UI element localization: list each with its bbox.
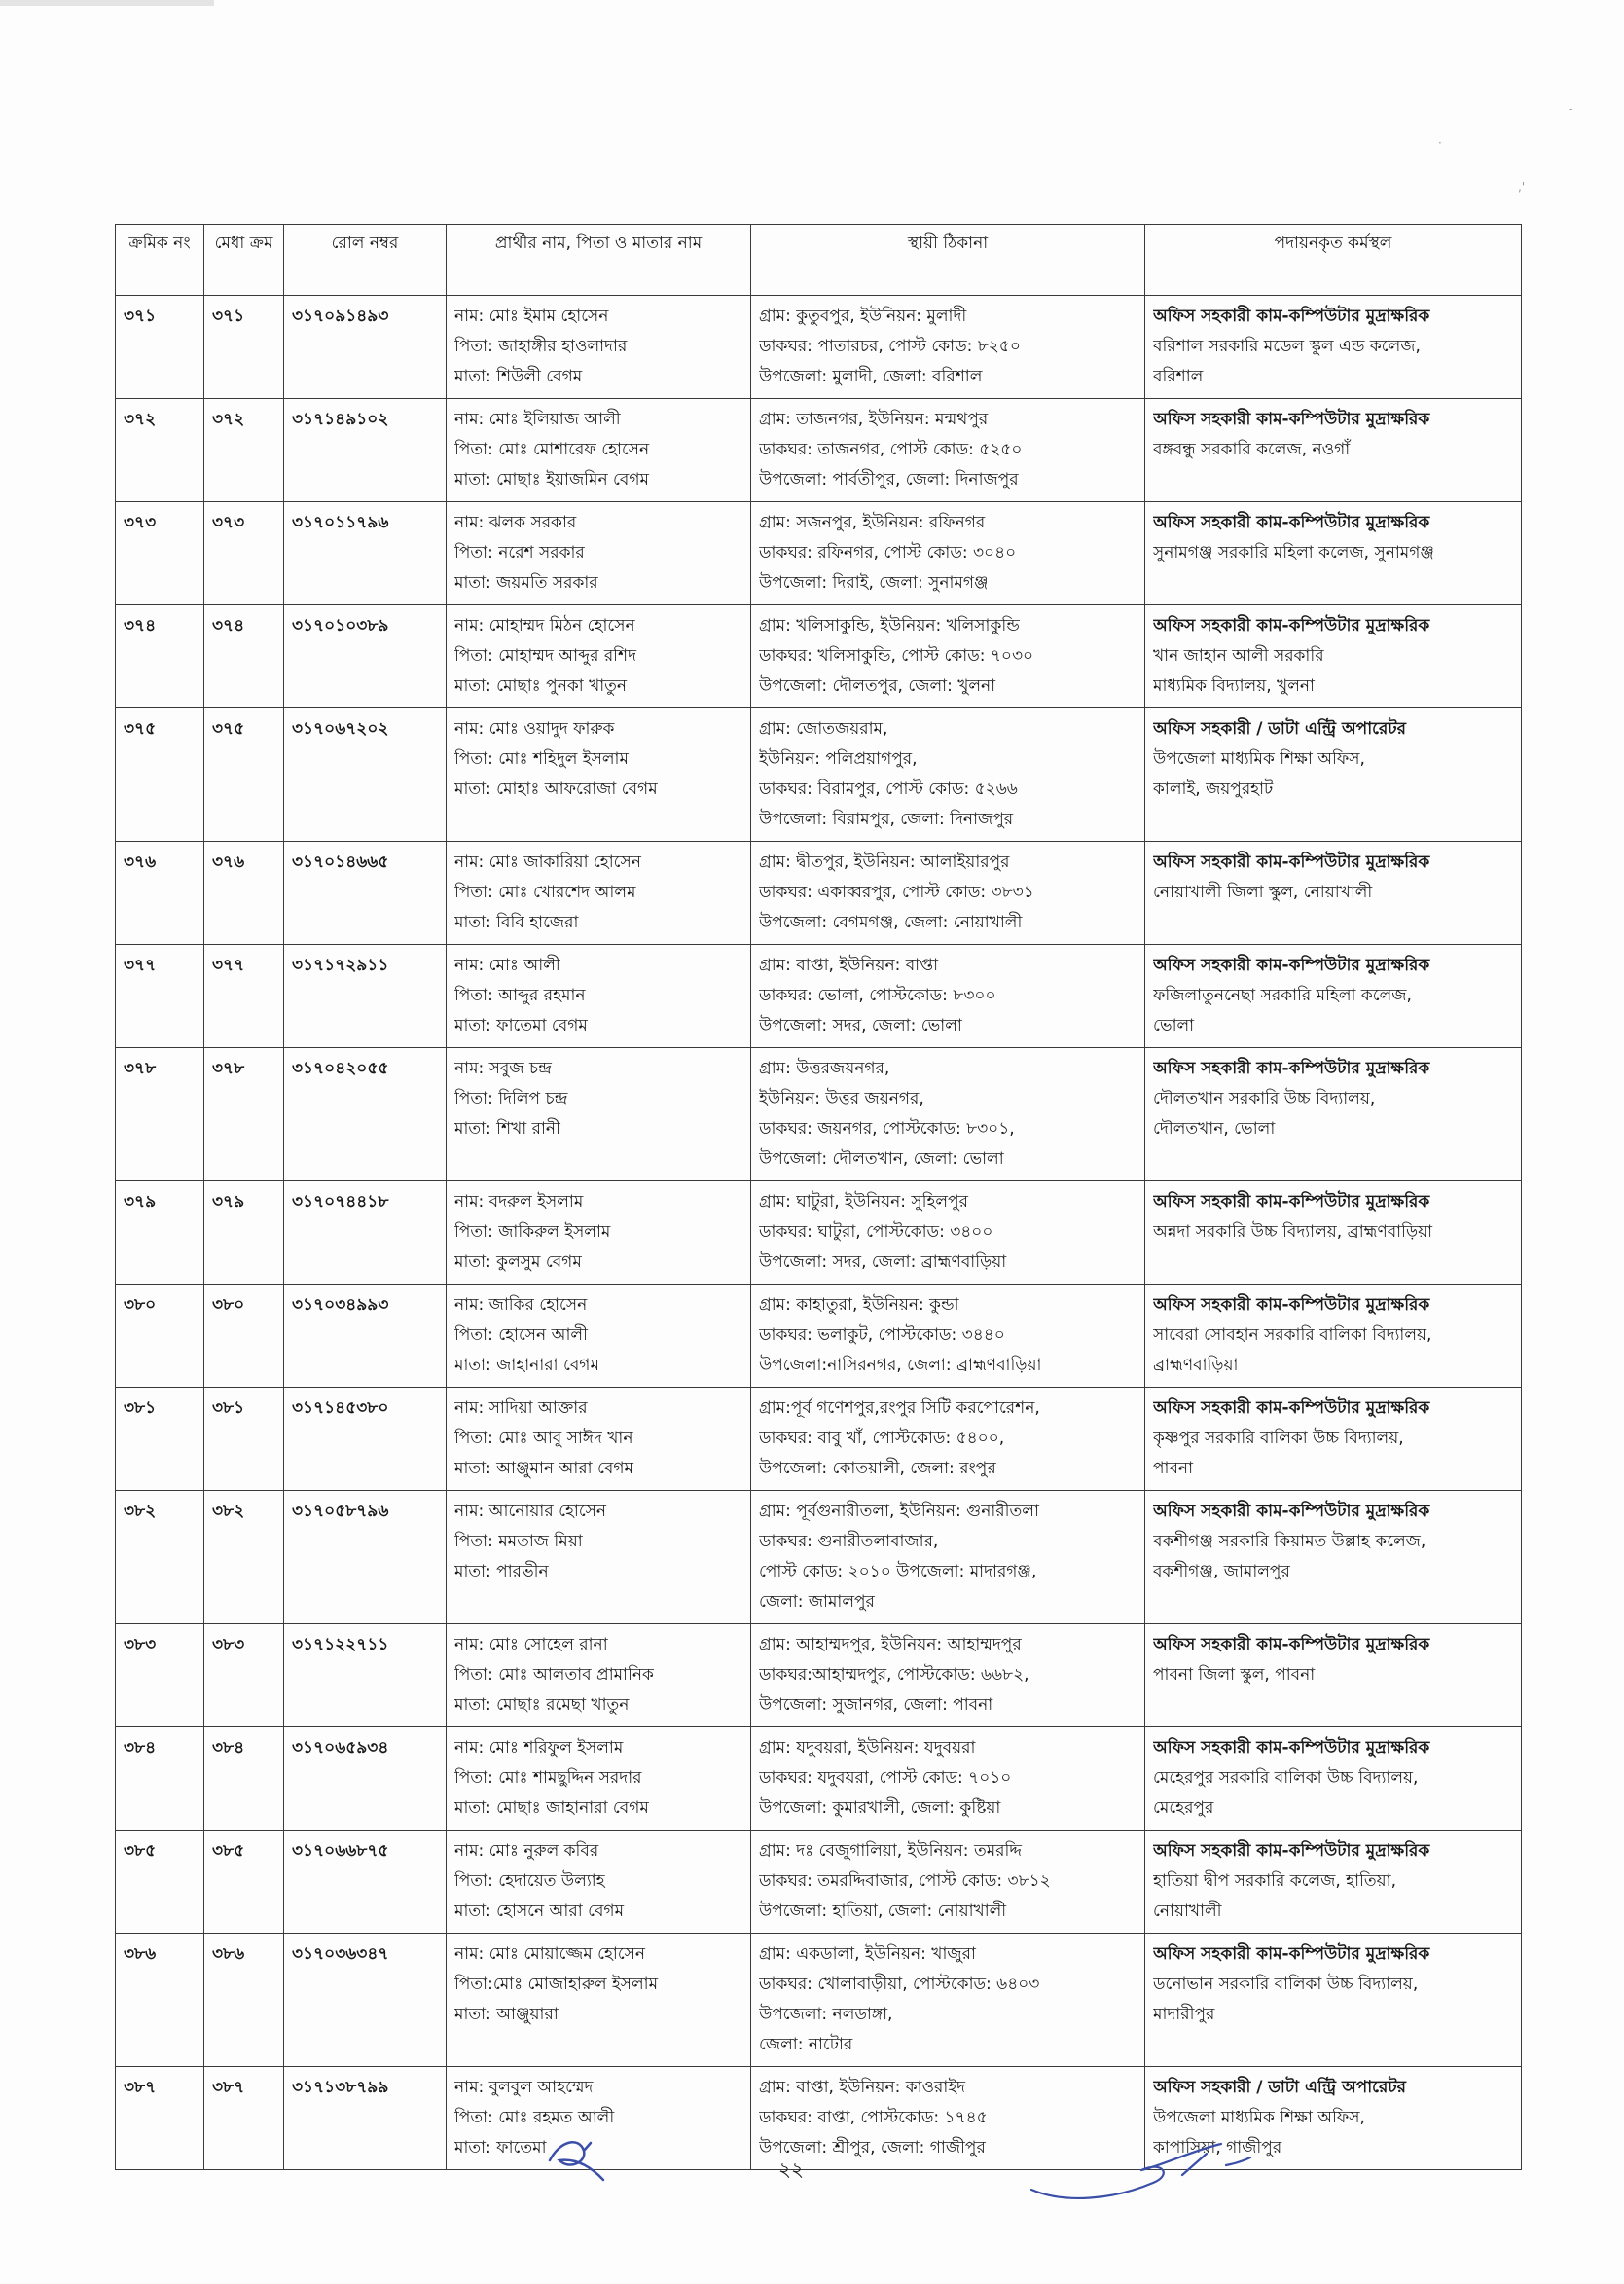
- scan-speck: ·: [1438, 136, 1442, 150]
- header-serial: ক্রমিক নং: [116, 225, 204, 296]
- posting-cell: [1145, 1048, 1522, 1181]
- candidate-name-cell: [447, 1934, 751, 2067]
- mother-name: মাতা: মোছাঃ রমেছা খাতুন: [454, 1695, 630, 1715]
- serial-cell: ৩৮৪: [116, 1727, 204, 1831]
- candidate-name-cell: [447, 708, 751, 842]
- candidate-name: নাম: মোহাম্মদ মিঠন হোসেন: [454, 616, 635, 635]
- signature-left-icon: [530, 2131, 637, 2190]
- address-line: উপজেলা: শ্রীপুর, জেলা: গাজীপুর: [759, 2138, 986, 2157]
- candidate-table: [115, 224, 1522, 2170]
- signature-right-icon: [1027, 2136, 1280, 2209]
- posting-place-line: কৃষ্ণপুর সরকারি বালিকা উচ্চ বিদ্যালয়,: [1153, 1429, 1404, 1448]
- merit-cell: ৩৮৪: [204, 1727, 284, 1831]
- posting-place-line: বঙ্গবন্ধু সরকারি কলেজ, নওগাঁ: [1153, 440, 1351, 459]
- father-name: পিতা: দিলিপ চন্দ্র: [454, 1089, 568, 1108]
- address-line: গ্রাম: আহাম্মদপুর, ইউনিয়ন: আহাম্মদপুর: [759, 1635, 1022, 1654]
- table-row: [116, 1181, 1522, 1285]
- mother-name: মাতা: জাহানারা বেগম: [454, 1356, 599, 1375]
- address-line: ডাকঘর: ভোলা, পোস্টকোড: ৮৩০০: [759, 986, 996, 1005]
- serial-cell: ৩৭৩: [116, 502, 204, 605]
- posting-cell: [1145, 842, 1522, 945]
- serial-cell: ৩৮৭: [116, 2067, 204, 2170]
- address-line: ডাকঘর: গুনারীতলাবাজার,: [759, 1532, 939, 1551]
- post-title: অফিস সহকারী / ডাটা এন্ট্রি অপারেটর: [1153, 2078, 1406, 2097]
- mother-name: মাতা: শিউলী বেগম: [454, 367, 583, 386]
- address-line: জেলা: জামালপুর: [759, 1592, 875, 1612]
- father-name: পিতা: জাকিরুল ইসলাম: [454, 1222, 611, 1242]
- posting-cell: [1145, 1285, 1522, 1388]
- table-row: [116, 1831, 1522, 1934]
- mother-name: মাতা: মোছাঃ ইয়াজমিন বেগম: [454, 470, 649, 489]
- father-name: পিতা: মোঃ শহিদুল ইসলাম: [454, 749, 629, 769]
- merit-cell: ৩৮০: [204, 1285, 284, 1388]
- mother-name: মাতা: মোছাঃ জাহানারা বেগম: [454, 1798, 649, 1818]
- table-row: [116, 296, 1522, 399]
- serial-cell: ৩৭৯: [116, 1181, 204, 1285]
- mother-name: মাতা: মোছাঃ পুনকা খাতুন: [454, 676, 628, 696]
- permanent-address-cell: [751, 1727, 1145, 1831]
- mother-name: মাতা: আঞ্জুয়ারা: [454, 2005, 559, 2024]
- posting-cell: [1145, 945, 1522, 1048]
- table-row: [116, 2067, 1522, 2170]
- roll-number-cell: ৩১৭০৭৪৪১৮: [284, 1181, 447, 1285]
- candidate-name-cell: [447, 1831, 751, 1934]
- posting-place-line: নোয়াখালী জিলা স্কুল, নোয়াখালী: [1153, 883, 1373, 902]
- table-row: [116, 399, 1522, 502]
- posting-place-line: কাপাসিয়া, গাজীপুর: [1153, 2138, 1282, 2157]
- permanent-address-cell: [751, 502, 1145, 605]
- posting-place-line: অন্নদা সরকারি উচ্চ বিদ্যালয়, ব্রাহ্মণবাড়িয়া: [1153, 1222, 1433, 1242]
- permanent-address-cell: [751, 1388, 1145, 1491]
- merit-cell: ৩৭৭: [204, 945, 284, 1048]
- address-line: গ্রাম: দঃ বেজুগালিয়া, ইউনিয়ন: তমরদ্দি: [759, 1841, 1022, 1861]
- post-title: অফিস সহকারী কাম-কম্পিউটার মুদ্রাক্ষরিক: [1153, 616, 1430, 635]
- post-title: অফিস সহকারী কাম-কম্পিউটার মুদ্রাক্ষরিক: [1153, 1944, 1430, 1964]
- posting-place-line: বকশীগঞ্জ সরকারি কিয়ামত উল্লাহ কলেজ,: [1153, 1532, 1426, 1551]
- roll-number-cell: ৩১৭০৩৬৩৪৭: [284, 1934, 447, 2067]
- mother-name: মাতা: হোসনে আরা বেগম: [454, 1902, 625, 1921]
- permanent-address-cell: [751, 842, 1145, 945]
- merit-cell: ৩৮২: [204, 1491, 284, 1624]
- address-line: গ্রাম: উত্তরজয়নগর,: [759, 1059, 890, 1078]
- candidate-name: নাম: আনোয়ার হোসেন: [454, 1502, 607, 1521]
- post-title: অফিস সহকারী কাম-কম্পিউটার মুদ্রাক্ষরিক: [1153, 956, 1430, 975]
- mother-name: মাতা: আঞ্জুমান আরা বেগম: [454, 1459, 633, 1478]
- posting-cell: [1145, 296, 1522, 399]
- mother-name: মাতা: মোহাঃ আফরোজা বেগম: [454, 779, 658, 799]
- posting-place-line: বকশীগঞ্জ, জামালপুর: [1153, 1562, 1290, 1581]
- permanent-address-cell: [751, 708, 1145, 842]
- posting-place-line: মেহেরপুর: [1153, 1798, 1214, 1818]
- merit-cell: ৩৭৬: [204, 842, 284, 945]
- scan-speck: -: [1569, 102, 1573, 116]
- header-merit: মেধা ক্রম: [204, 225, 284, 296]
- posting-cell: [1145, 708, 1522, 842]
- roll-number-cell: ৩১৭০১৪৬৬৫: [284, 842, 447, 945]
- posting-cell: [1145, 605, 1522, 708]
- table-row: [116, 1048, 1522, 1181]
- address-line: গ্রাম: কুতুবপুর, ইউনিয়ন: মুলাদী: [759, 307, 967, 326]
- address-line: গ্রাম: বাপ্তা, ইউনিয়ন: বাপ্তা: [759, 956, 939, 975]
- roll-number-cell: ৩১৭১৪৫৩৮০: [284, 1388, 447, 1491]
- serial-cell: ৩৭১: [116, 296, 204, 399]
- post-title: অফিস সহকারী কাম-কম্পিউটার মুদ্রাক্ষরিক: [1153, 1192, 1430, 1212]
- posting-place-line: ফজিলাতুননেছা সরকারি মহিলা কলেজ,: [1153, 986, 1412, 1005]
- page-number: ২২: [778, 2157, 805, 2181]
- address-line: পোস্ট কোড: ২০১০ উপজেলা: মাদারগঞ্জ,: [759, 1562, 1037, 1581]
- serial-cell: ৩৭২: [116, 399, 204, 502]
- serial-cell: ৩৭৮: [116, 1048, 204, 1181]
- candidate-name-cell: [447, 605, 751, 708]
- permanent-address-cell: [751, 605, 1145, 708]
- candidate-name-cell: [447, 502, 751, 605]
- table-row: [116, 945, 1522, 1048]
- address-line: গ্রাম:পূর্ব গণেশপুর,রংপুর সিটি করপোরেশন,: [759, 1398, 1040, 1418]
- father-name: পিতা: জাহাঙ্গীর হাওলাদার: [454, 337, 628, 356]
- serial-cell: ৩৮১: [116, 1388, 204, 1491]
- table-row: [116, 1934, 1522, 2067]
- mother-name: মাতা: কুলসুম বেগম: [454, 1252, 582, 1272]
- posting-place-line: পাবনা: [1153, 1459, 1194, 1478]
- table-row: [116, 605, 1522, 708]
- father-name: পিতা: মোঃ খোরশেদ আলম: [454, 883, 636, 902]
- table-row: [116, 1727, 1522, 1831]
- father-name: পিতা: মোঃ আবু সাঈদ খান: [454, 1429, 633, 1448]
- address-line: গ্রাম: জোতজয়রাম,: [759, 719, 888, 739]
- candidate-name-cell: [447, 1727, 751, 1831]
- table-row: [116, 1491, 1522, 1624]
- mother-name: মাতা: ফাতেমা বেগম: [454, 1016, 588, 1035]
- post-title: অফিস সহকারী কাম-কম্পিউটার মুদ্রাক্ষরিক: [1153, 1635, 1430, 1654]
- posting-place-line: বরিশাল সরকারি মডেল স্কুল এন্ড কলেজ,: [1153, 337, 1421, 356]
- candidate-name: নাম: মোঃ ইলিয়াজ আলী: [454, 410, 621, 429]
- candidate-name: নাম: সবুজ চন্দ্র: [454, 1059, 552, 1078]
- posting-place-line: সাবেরা সোবহান সরকারি বালিকা বিদ্যালয়,: [1153, 1325, 1432, 1345]
- serial-cell: ৩৭৭: [116, 945, 204, 1048]
- address-line: ডাকঘর: বিরামপুর, পোস্ট কোড: ৫২৬৬: [759, 779, 1018, 799]
- merit-cell: ৩৭৮: [204, 1048, 284, 1181]
- address-line: ডাকঘর: রফিনগর, পোস্ট কোড: ৩০৪০: [759, 543, 1017, 562]
- mother-name: মাতা: জয়মতি সরকার: [454, 573, 598, 593]
- roll-number-cell: ৩১৭০১১৭৯৬: [284, 502, 447, 605]
- posting-place-line: মাধ্যমিক বিদ্যালয়, খুলনা: [1153, 676, 1315, 696]
- serial-cell: ৩৭৫: [116, 708, 204, 842]
- roll-number-cell: ৩১৭০৬৫৯৩৪: [284, 1727, 447, 1831]
- roll-number-cell: ৩১৭১৭২৯১১: [284, 945, 447, 1048]
- candidate-name: নাম: বুলবুল আহম্মেদ: [454, 2078, 594, 2097]
- posting-place-line: দৌলতখান সরকারি উচ্চ বিদ্যালয়,: [1153, 1089, 1376, 1108]
- father-name: পিতা: মোঃ আলতাব প্রামানিক: [454, 1665, 654, 1685]
- scan-edge-mark: [0, 0, 214, 6]
- merit-cell: ৩৮৩: [204, 1624, 284, 1727]
- post-title: অফিস সহকারী কাম-কম্পিউটার মুদ্রাক্ষরিক: [1153, 410, 1430, 429]
- address-line: উপজেলা: হাতিয়া, জেলা: নোয়াখালী: [759, 1902, 1007, 1921]
- address-line: উপজেলা: দৌলতখান, জেলা: ভোলা: [759, 1149, 1004, 1169]
- address-line: গ্রাম: তাজনগর, ইউনিয়ন: মন্মথপুর: [759, 410, 989, 429]
- post-title: অফিস সহকারী কাম-কম্পিউটার মুদ্রাক্ষরিক: [1153, 1841, 1430, 1861]
- address-line: উপজেলা:নাসিরনগর, জেলা: ব্রাহ্মণবাড়িয়া: [759, 1356, 1042, 1375]
- post-title: অফিস সহকারী কাম-কম্পিউটার মুদ্রাক্ষরিক: [1153, 1398, 1430, 1418]
- address-line: উপজেলা: কোতয়ালী, জেলা: রংপুর: [759, 1459, 996, 1478]
- address-line: ডাকঘর: বাবু খাঁ, পোস্টকোড: ৫৪০০,: [759, 1429, 1005, 1448]
- post-title: অফিস সহকারী / ডাটা এন্ট্রি অপারেটর: [1153, 719, 1406, 739]
- address-line: গ্রাম: খলিসাকুন্ডি, ইউনিয়ন: খলিসাকুন্ডি: [759, 616, 1020, 635]
- father-name: পিতা: মোঃ রহমত আলী: [454, 2108, 615, 2127]
- posting-place-line: ডনোভান সরকারি বালিকা উচ্চ বিদ্যালয়,: [1153, 1975, 1419, 1994]
- posting-cell: [1145, 399, 1522, 502]
- posting-place-line: দৌলতখান, ভোলা: [1153, 1119, 1276, 1139]
- header-name: প্রার্থীর নাম, পিতা ও মাতার নাম: [447, 225, 751, 296]
- posting-place-line: উপজেলা মাধ্যমিক শিক্ষা অফিস,: [1153, 2108, 1365, 2127]
- roll-number-cell: ৩১৭০৩৪৯৯৩: [284, 1285, 447, 1388]
- permanent-address-cell: [751, 1181, 1145, 1285]
- post-title: অফিস সহকারী কাম-কম্পিউটার মুদ্রাক্ষরিক: [1153, 852, 1430, 872]
- merit-cell: ৩৭৩: [204, 502, 284, 605]
- serial-cell: ৩৮৫: [116, 1831, 204, 1934]
- permanent-address-cell: [751, 1934, 1145, 2067]
- posting-cell: [1145, 1831, 1522, 1934]
- merit-cell: ৩৮৭: [204, 2067, 284, 2170]
- address-line: উপজেলা: বেগমগঞ্জ, জেলা: নোয়াখালী: [759, 913, 1023, 932]
- posting-cell: [1145, 1491, 1522, 1624]
- address-line: ডাকঘর: খোলাবাড়ীয়া, পোস্টকোড: ৬৪০৩: [759, 1975, 1040, 1994]
- posting-place-line: মাদারীপুর: [1153, 2005, 1215, 2024]
- header-roll: রোল নম্বর: [284, 225, 447, 296]
- serial-cell: ৩৮৩: [116, 1624, 204, 1727]
- mother-name: মাতা: বিবি হাজেরা: [454, 913, 579, 932]
- posting-place-line: নোয়াখালী: [1153, 1902, 1222, 1921]
- candidate-name-cell: [447, 296, 751, 399]
- posting-place-line: পাবনা জিলা স্কুল, পাবনা: [1153, 1665, 1316, 1685]
- permanent-address-cell: [751, 1624, 1145, 1727]
- posting-cell: [1145, 502, 1522, 605]
- serial-cell: ৩৮০: [116, 1285, 204, 1388]
- posting-place-line: মেহেরপুর সরকারি বালিকা উচ্চ বিদ্যালয়,: [1153, 1768, 1419, 1788]
- address-line: উপজেলা: মুলাদী, জেলা: বরিশাল: [759, 367, 983, 386]
- permanent-address-cell: [751, 1491, 1145, 1624]
- merit-cell: ৩৭৫: [204, 708, 284, 842]
- table-header-row: [116, 225, 1522, 296]
- merit-cell: ৩৭৯: [204, 1181, 284, 1285]
- address-line: উপজেলা: সুজানগর, জেলা: পাবনা: [759, 1695, 993, 1715]
- father-name: পিতা: মোঃ মোশারেফ হোসেন: [454, 440, 650, 459]
- candidate-name: নাম: মোঃ জাকারিয়া হোসেন: [454, 852, 641, 872]
- candidate-name-cell: [447, 399, 751, 502]
- address-line: ডাকঘর: পাতারচর, পোস্ট কোড: ৮২৫০: [759, 337, 1021, 356]
- candidate-name: নাম: বদরুল ইসলাম: [454, 1192, 584, 1212]
- address-line: উপজেলা: দৌলতপুর, জেলা: খুলনা: [759, 676, 996, 696]
- permanent-address-cell: [751, 1831, 1145, 1934]
- posting-cell: [1145, 1388, 1522, 1491]
- roll-number-cell: ৩১৭০১০৩৮৯: [284, 605, 447, 708]
- candidate-name-cell: [447, 842, 751, 945]
- address-line: ডাকঘর: যদুবয়রা, পোস্ট কোড: ৭০১০: [759, 1768, 1012, 1788]
- address-line: উপজেলা: সদর, জেলা: ভোলা: [759, 1016, 962, 1035]
- candidate-name: নাম: সাদিয়া আক্তার: [454, 1398, 588, 1418]
- address-line: ডাকঘর: বাপ্তা, পোস্টকোড: ১৭৪৫: [759, 2108, 988, 2127]
- candidate-name: নাম: মোঃ নুরুল কবির: [454, 1841, 599, 1861]
- posting-place-line: বরিশাল: [1153, 367, 1204, 386]
- merit-cell: ৩৮১: [204, 1388, 284, 1491]
- table-row: [116, 708, 1522, 842]
- post-title: অফিস সহকারী কাম-কম্পিউটার মুদ্রাক্ষরিক: [1153, 1738, 1430, 1758]
- table-row: [116, 1285, 1522, 1388]
- father-name: পিতা: নরেশ সরকার: [454, 543, 585, 562]
- scan-speck: ,': [1518, 180, 1526, 194]
- address-line: গ্রাম: ঘাটুরা, ইউনিয়ন: সুহিলপুর: [759, 1192, 968, 1212]
- address-line: উপজেলা: সদর, জেলা: ব্রাহ্মণবাড়িয়া: [759, 1252, 1007, 1272]
- post-title: অফিস সহকারী কাম-কম্পিউটার মুদ্রাক্ষরিক: [1153, 1059, 1430, 1078]
- candidate-name: নাম: মোঃ ইমাম হোসেন: [454, 307, 609, 326]
- candidate-name: নাম: মোঃ শরিফুল ইসলাম: [454, 1738, 624, 1758]
- posting-cell: [1145, 1624, 1522, 1727]
- address-line: উপজেলা: বিরামপুর, জেলা: দিনাজপুর: [759, 810, 1014, 829]
- address-line: গ্রাম: একডালা, ইউনিয়ন: খাজুরা: [759, 1944, 976, 1964]
- address-line: ডাকঘর: ঘাটুরা, পোস্টকোড: ৩৪০০: [759, 1222, 993, 1242]
- address-line: গ্রাম: সজনপুর, ইউনিয়ন: রফিনগর: [759, 513, 986, 532]
- table-row: [116, 502, 1522, 605]
- post-title: অফিস সহকারী কাম-কম্পিউটার মুদ্রাক্ষরিক: [1153, 1502, 1430, 1521]
- roll-number-cell: ৩১৭০৫৮৭৯৬: [284, 1491, 447, 1624]
- permanent-address-cell: [751, 1048, 1145, 1181]
- merit-cell: ৩৭১: [204, 296, 284, 399]
- roll-number-cell: ৩১৭০৬৭২০২: [284, 708, 447, 842]
- father-name: পিতা: মোঃ শামছুদ্দিন সরদার: [454, 1768, 642, 1788]
- roll-number-cell: ৩১৭০৪২০৫৫: [284, 1048, 447, 1181]
- mother-name: মাতা: ফাতেমা: [454, 2138, 547, 2157]
- table-row: [116, 842, 1522, 945]
- posting-place-line: হাতিয়া দ্বীপ সরকারি কলেজ, হাতিয়া,: [1153, 1871, 1396, 1891]
- candidate-name-cell: [447, 1048, 751, 1181]
- address-line: উপজেলা: কুমারখালী, জেলা: কুষ্টিয়া: [759, 1798, 1001, 1818]
- address-line: গ্রাম: যদুবয়রা, ইউনিয়ন: যদুবয়রা: [759, 1738, 976, 1758]
- address-line: উপজেলা: পার্বতীপুর, জেলা: দিনাজপুর: [759, 470, 1019, 489]
- father-name: পিতা: মোহাম্মদ আব্দুর রশিদ: [454, 646, 637, 666]
- father-name: পিতা: হেদায়েত উল্যাহ: [454, 1871, 605, 1891]
- father-name: পিতা: হোসেন আলী: [454, 1325, 588, 1345]
- candidate-name-cell: [447, 1285, 751, 1388]
- address-line: উপজেলা: দিরাই, জেলা: সুনামগঞ্জ: [759, 573, 989, 593]
- merit-cell: ৩৭৪: [204, 605, 284, 708]
- address-line: গ্রাম: পূর্বগুনারীতলা, ইউনিয়ন: গুনারীতলা: [759, 1502, 1039, 1521]
- address-line: গ্রাম: কাহাতুরা, ইউনিয়ন: কুন্ডা: [759, 1295, 959, 1315]
- address-line: ইউনিয়ন: উত্তর জয়নগর,: [759, 1089, 924, 1108]
- mother-name: মাতা: শিখা রানী: [454, 1119, 560, 1139]
- serial-cell: ৩৭৬: [116, 842, 204, 945]
- address-line: ডাকঘর: তমরদ্দিবাজার, পোস্ট কোড: ৩৮১২: [759, 1871, 1051, 1891]
- post-title: অফিস সহকারী কাম-কম্পিউটার মুদ্রাক্ষরিক: [1153, 307, 1430, 326]
- posting-place-line: ব্রাহ্মণবাড়িয়া: [1153, 1356, 1239, 1375]
- posting-place-line: উপজেলা মাধ্যমিক শিক্ষা অফিস,: [1153, 749, 1365, 769]
- candidate-name-cell: [447, 1388, 751, 1491]
- candidate-name: নাম: মোঃ সোহেল রানা: [454, 1635, 608, 1654]
- posting-place-line: ভোলা: [1153, 1016, 1195, 1035]
- post-title: অফিস সহকারী কাম-কম্পিউটার মুদ্রাক্ষরিক: [1153, 513, 1430, 532]
- candidate-name-cell: [447, 1491, 751, 1624]
- posting-cell: [1145, 1181, 1522, 1285]
- roll-number-cell: ৩১৭১৪৯১০২: [284, 399, 447, 502]
- address-line: ডাকঘর: জয়নগর, পোস্টকোড: ৮৩০১,: [759, 1119, 1015, 1139]
- father-name: পিতা: মমতাজ মিয়া: [454, 1532, 583, 1551]
- candidate-name: নাম: মোঃ আলী: [454, 956, 560, 975]
- candidate-name: নাম: মোঃ ওয়াদুদ ফারুক: [454, 719, 615, 739]
- candidate-name-cell: [447, 1181, 751, 1285]
- mother-name: মাতা: পারভীন: [454, 1562, 549, 1581]
- serial-cell: ৩৮৬: [116, 1934, 204, 2067]
- posting-cell: [1145, 1727, 1522, 1831]
- address-line: গ্রাম: বাপ্তা, ইউনিয়ন: কাওরাইদ: [759, 2078, 966, 2097]
- candidate-name: নাম: মোঃ মোয়াজ্জেম হোসেন: [454, 1944, 646, 1964]
- merit-cell: ৩৭২: [204, 399, 284, 502]
- permanent-address-cell: [751, 945, 1145, 1048]
- address-line: উপজেলা: নলডাঙ্গা,: [759, 2005, 893, 2024]
- post-title: অফিস সহকারী কাম-কম্পিউটার মুদ্রাক্ষরিক: [1153, 1295, 1430, 1315]
- table-row: [116, 1624, 1522, 1727]
- permanent-address-cell: [751, 296, 1145, 399]
- address-line: জেলা: নাটোর: [759, 2035, 853, 2054]
- father-name: পিতা:মোঃ মোজাহারুল ইসলাম: [454, 1975, 659, 1994]
- merit-cell: ৩৮৫: [204, 1831, 284, 1934]
- merit-cell: ৩৮৬: [204, 1934, 284, 2067]
- permanent-address-cell: [751, 399, 1145, 502]
- roll-number-cell: ৩১৭১৩৮৭৯৯: [284, 2067, 447, 2170]
- permanent-address-cell: [751, 1285, 1145, 1388]
- roll-number-cell: ৩১৭১২২৭১১: [284, 1624, 447, 1727]
- address-line: ডাকঘর: ভলাকুট, পোস্টকোড: ৩৪৪০: [759, 1325, 1005, 1345]
- serial-cell: ৩৭৪: [116, 605, 204, 708]
- header-address: স্থায়ী ঠিকানা: [751, 225, 1145, 296]
- table-row: [116, 1388, 1522, 1491]
- address-line: ইউনিয়ন: পলিপ্রয়াগপুর,: [759, 749, 918, 769]
- address-line: ডাকঘর: তাজনগর, পোস্ট কোড: ৫২৫০: [759, 440, 1023, 459]
- candidate-name-cell: [447, 1624, 751, 1727]
- table-body: [116, 296, 1522, 2170]
- roll-number-cell: ৩১৭০৬৬৮৭৫: [284, 1831, 447, 1934]
- posting-place-line: কালাই, জয়পুরহাট: [1153, 779, 1274, 799]
- posting-cell: [1145, 1934, 1522, 2067]
- address-line: ডাকঘর: একাব্বরপুর, পোস্ট কোড: ৩৮৩১: [759, 883, 1034, 902]
- posting-place-line: সুনামগঞ্জ সরকারি মহিলা কলেজ, সুনামগঞ্জ: [1153, 543, 1434, 562]
- address-line: ডাকঘর:আহাম্মদপুর, পোস্টকোড: ৬৬৮২,: [759, 1665, 1029, 1685]
- candidate-name-cell: [447, 945, 751, 1048]
- candidate-name: নাম: ঝলক সরকার: [454, 513, 577, 532]
- father-name: পিতা: আব্দুর রহমান: [454, 986, 586, 1005]
- serial-cell: ৩৮২: [116, 1491, 204, 1624]
- address-line: ডাকঘর: খলিসাকুন্ডি, পোস্ট কোড: ৭০৩০: [759, 646, 1034, 666]
- posting-place-line: খান জাহান আলী সরকারি: [1153, 646, 1324, 666]
- address-line: গ্রাম: দ্বীতপুর, ইউনিয়ন: আলাইয়ারপুর: [759, 852, 1010, 872]
- roll-number-cell: ৩১৭০৯১৪৯৩: [284, 296, 447, 399]
- candidate-name: নাম: জাকির হোসেন: [454, 1295, 588, 1315]
- header-posting: পদায়নকৃত কর্মস্থল: [1145, 225, 1522, 296]
